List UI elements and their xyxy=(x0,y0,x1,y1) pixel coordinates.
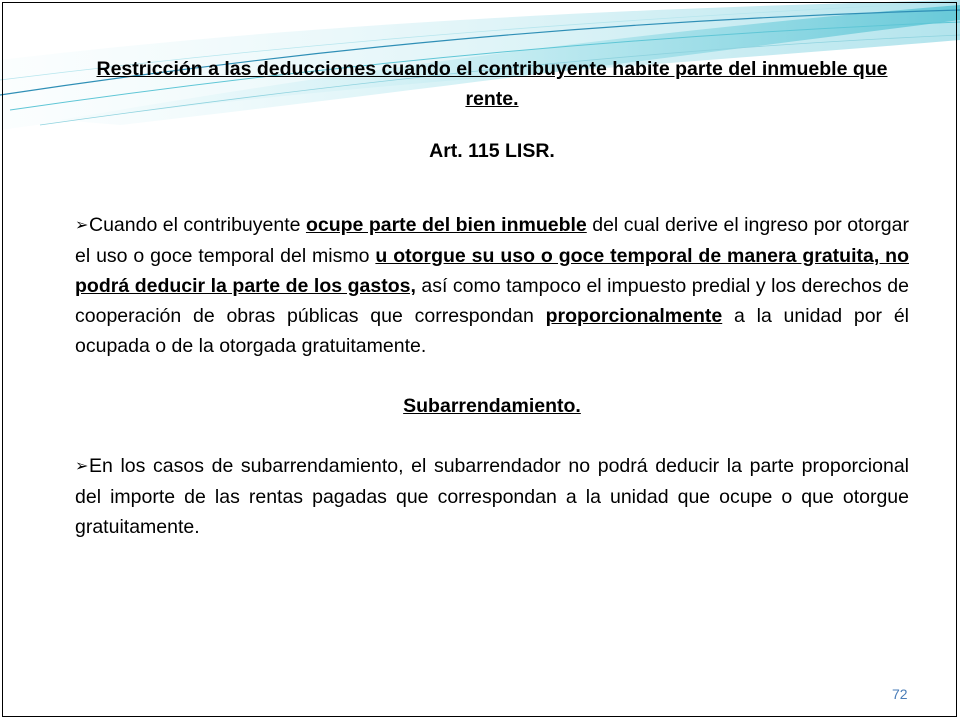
article-reference: Art. 115 LISR. xyxy=(429,140,555,162)
slide-title: Restricción a las deducciones cuando el contribuyente habite parte del inmueble que rente. xyxy=(96,58,888,110)
page-number: 72 xyxy=(892,686,908,702)
emphasis-text: ocupe parte del bien inmueble xyxy=(305,214,587,236)
paragraph-text: así como tampoco el impuesto predial y los derechos de cooperación de obras públicas que correspondan xyxy=(75,275,909,327)
paragraph-deduction-restriction xyxy=(75,210,909,361)
emphasis-text: proporcionalmente xyxy=(545,305,723,327)
paragraph-text: Cuando el contribuyente xyxy=(89,214,306,236)
emphasis-text: u otorgue su uso o goce temporal de manera gratuita, no podrá deducir la parte de los gastos, xyxy=(75,245,909,297)
slide-content xyxy=(75,54,909,542)
arrowhead-bullet-icon: ➢ xyxy=(75,458,89,475)
paragraph-text: del cual derive el ingreso por otorgar el uso o goce temporal del mismo xyxy=(75,214,909,267)
arrowhead-bullet-icon: ➢ xyxy=(75,217,89,234)
paragraph-text: a la unidad por él ocupada o de la otorgada gratuitamente. xyxy=(75,305,909,357)
section-heading-subarrendamiento: Subarrendamiento. xyxy=(403,395,581,417)
paragraph-text: En los casos de subarrendamiento, el subarrendador no podrá deducir la parte proporcional del importe de las rentas pagadas que correspondan a la unidad que ocupe o que otorgue gratuitamente. xyxy=(75,455,909,538)
paragraph-subarrendamiento xyxy=(75,451,909,542)
